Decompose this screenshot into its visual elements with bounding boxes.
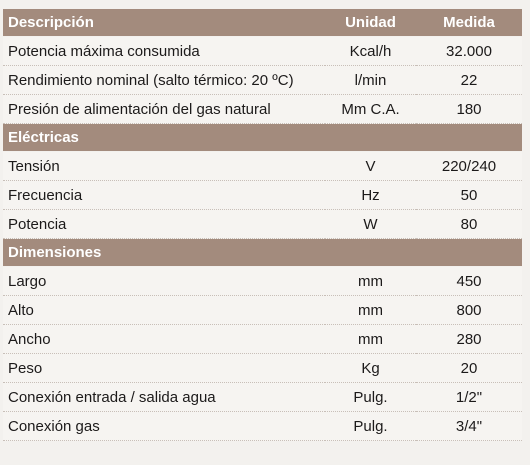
table-row bbox=[3, 37, 522, 66]
table-row bbox=[3, 95, 522, 124]
table-row bbox=[3, 267, 522, 296]
specifications-table bbox=[3, 9, 522, 441]
row-value: 3/4" bbox=[416, 412, 522, 441]
row-unit: Mm C.A. bbox=[325, 95, 416, 124]
row-unit: Kg bbox=[325, 354, 416, 383]
row-value: 32.000 bbox=[416, 37, 522, 66]
row-value: 22 bbox=[416, 66, 522, 95]
row-label: Frecuencia bbox=[3, 181, 325, 210]
section-header-spacer bbox=[416, 239, 522, 267]
row-label: Conexión entrada / salida agua bbox=[3, 383, 325, 412]
row-value: 180 bbox=[416, 95, 522, 124]
row-label: Largo bbox=[3, 267, 325, 296]
section-header-spacer bbox=[416, 124, 522, 152]
row-label: Potencia bbox=[3, 210, 325, 239]
table-row bbox=[3, 152, 522, 181]
row-label: Potencia máxima consumida bbox=[3, 37, 325, 66]
section-header-spacer bbox=[325, 239, 416, 267]
table-row bbox=[3, 354, 522, 383]
table-row bbox=[3, 66, 522, 95]
header-descripcion: Descripción bbox=[3, 9, 325, 37]
row-label: Alto bbox=[3, 296, 325, 325]
table-row bbox=[3, 210, 522, 239]
row-label: Tensión bbox=[3, 152, 325, 181]
row-unit: Hz bbox=[325, 181, 416, 210]
row-unit: l/min bbox=[325, 66, 416, 95]
section-title: Dimensiones bbox=[3, 239, 325, 267]
section-title: Eléctricas bbox=[3, 124, 325, 152]
row-unit: Kcal/h bbox=[325, 37, 416, 66]
row-unit: V bbox=[325, 152, 416, 181]
section-header-spacer bbox=[325, 124, 416, 152]
row-value: 800 bbox=[416, 296, 522, 325]
row-unit: mm bbox=[325, 325, 416, 354]
row-label: Conexión gas bbox=[3, 412, 325, 441]
row-unit: Pulg. bbox=[325, 412, 416, 441]
table-row bbox=[3, 181, 522, 210]
row-value: 450 bbox=[416, 267, 522, 296]
row-value: 50 bbox=[416, 181, 522, 210]
row-unit: W bbox=[325, 210, 416, 239]
row-value: 20 bbox=[416, 354, 522, 383]
row-value: 280 bbox=[416, 325, 522, 354]
table-row bbox=[3, 412, 522, 441]
header-unidad: Unidad bbox=[325, 9, 416, 37]
table-row bbox=[3, 296, 522, 325]
row-value: 1/2" bbox=[416, 383, 522, 412]
section-header-electricas bbox=[3, 124, 522, 152]
row-value: 80 bbox=[416, 210, 522, 239]
section-header-dimensiones bbox=[3, 239, 522, 267]
row-label: Peso bbox=[3, 354, 325, 383]
row-label: Ancho bbox=[3, 325, 325, 354]
row-value: 220/240 bbox=[416, 152, 522, 181]
row-unit: mm bbox=[325, 267, 416, 296]
header-medida: Medida bbox=[416, 9, 522, 37]
table-row bbox=[3, 325, 522, 354]
row-label: Presión de alimentación del gas natural bbox=[3, 95, 325, 124]
row-unit: mm bbox=[325, 296, 416, 325]
row-label: Rendimiento nominal (salto térmico: 20 ºC) bbox=[3, 66, 325, 95]
table-header bbox=[3, 9, 522, 37]
table-row bbox=[3, 383, 522, 412]
row-unit: Pulg. bbox=[325, 383, 416, 412]
